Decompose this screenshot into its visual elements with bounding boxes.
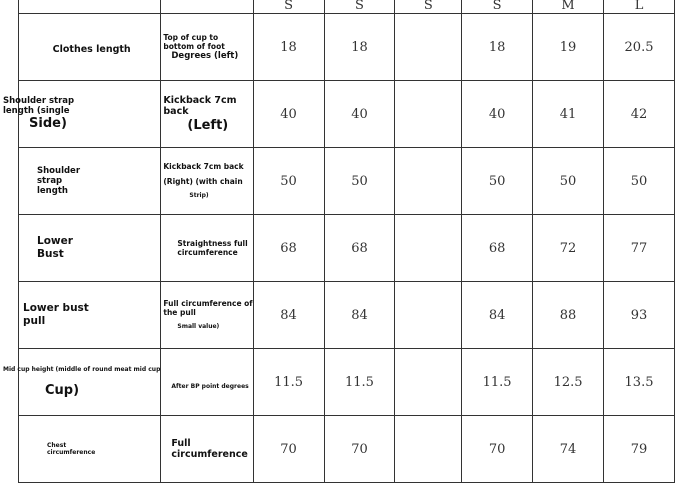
table-cell: 68	[253, 215, 324, 282]
size-header: M	[533, 0, 604, 14]
table-cell: 42	[604, 81, 675, 148]
label-line: Shoulder	[37, 165, 81, 176]
table-cell	[395, 349, 462, 416]
label-line: Cup)	[45, 382, 80, 398]
label-line: Chest	[47, 441, 67, 449]
label-line: length (single	[3, 106, 70, 117]
table-cell: 50	[604, 148, 675, 215]
table-cell	[395, 81, 462, 148]
table-cell: 40	[253, 81, 324, 148]
desc-line: circumference	[171, 449, 248, 460]
desc-line: Top of cup to	[163, 32, 219, 42]
row-description	[161, 148, 253, 215]
table-cell	[395, 416, 462, 483]
table-cell: 12.5	[533, 349, 604, 416]
table-cell	[395, 148, 462, 215]
size-header: S	[253, 0, 324, 14]
row-description	[161, 349, 253, 416]
table-cell: 72	[533, 215, 604, 282]
row-label	[19, 148, 161, 215]
table-cell: 84	[462, 282, 533, 349]
label-line: Bust	[37, 248, 64, 260]
table-cell: 13.5	[604, 349, 675, 416]
table-row	[19, 215, 675, 282]
row-description	[161, 416, 253, 483]
size-header: S	[462, 0, 533, 14]
table-cell	[395, 14, 462, 81]
table-cell: 41	[533, 81, 604, 148]
row-label	[3, 349, 161, 416]
table-cell: 11.5	[324, 349, 395, 416]
table-cell: 50	[324, 148, 395, 215]
size-header: S	[324, 0, 395, 14]
row-label	[19, 282, 161, 349]
desc-line: Kickback 7cm back	[163, 162, 244, 172]
table-cell: 84	[324, 282, 395, 349]
table-row	[19, 148, 675, 215]
table-cell: 79	[604, 416, 675, 483]
table-cell: 50	[533, 148, 604, 215]
table-cell: 40	[324, 81, 395, 148]
row-label	[19, 416, 161, 483]
table-cell	[395, 215, 462, 282]
table-row	[19, 81, 675, 148]
row-description	[161, 282, 253, 349]
table-cell	[395, 282, 462, 349]
label-line: Shoulder strap	[3, 96, 75, 107]
header-blank-2	[161, 0, 253, 14]
label-line: Lower bust	[23, 302, 89, 315]
size-chart-table	[3, 0, 675, 483]
table-row	[19, 282, 675, 349]
header-blank-1	[19, 0, 161, 14]
desc-line: Straightness full	[177, 239, 248, 248]
table-cell: 93	[604, 282, 675, 349]
table-cell: 74	[533, 416, 604, 483]
row-description	[161, 81, 253, 148]
table-cell: 68	[462, 215, 533, 282]
desc-line: bottom of foot	[163, 41, 225, 51]
table-cell: 70	[253, 416, 324, 483]
label-line: Lower	[37, 235, 73, 248]
size-header: S	[395, 0, 462, 14]
row-label	[3, 81, 161, 148]
row-label	[19, 14, 161, 81]
table-cell: 50	[462, 148, 533, 215]
desc-line: back	[163, 106, 189, 118]
table-cell: 19	[533, 14, 604, 81]
desc-line: After BP point degrees	[171, 383, 249, 391]
desc-line: Strip)	[189, 192, 209, 200]
desc-line: Full circumference of	[163, 299, 253, 309]
row-label-text: Clothes length	[52, 44, 131, 56]
table-cell: 84	[253, 282, 324, 349]
desc-line: circumference	[177, 248, 238, 257]
desc-line: Small value)	[177, 323, 220, 331]
table-cell: 77	[604, 215, 675, 282]
table-row	[19, 416, 675, 483]
row-label	[19, 215, 161, 282]
table-cell: 20.5	[604, 14, 675, 81]
desc-line: Degrees (left)	[171, 50, 239, 61]
row-description	[161, 215, 253, 282]
table-cell: 50	[253, 148, 324, 215]
size-header: L	[604, 0, 675, 14]
table-cell: 11.5	[462, 349, 533, 416]
desc-line: the pull	[163, 308, 196, 318]
table-cell: 18	[324, 14, 395, 81]
label-line: length	[37, 186, 68, 197]
table-cell: 70	[324, 416, 395, 483]
table-cell: 88	[533, 282, 604, 349]
desc-line: (Right) (with chain	[163, 177, 243, 187]
table-row	[19, 14, 675, 81]
desc-line: (Left)	[187, 117, 229, 133]
label-line: circumference	[47, 449, 96, 456]
table-cell: 11.5	[253, 349, 324, 416]
table-cell: 18	[253, 14, 324, 81]
row-description	[161, 14, 253, 81]
table-cell: 68	[324, 215, 395, 282]
table-row	[19, 349, 675, 416]
table-cell: 70	[462, 416, 533, 483]
desc-line: Kickback 7cm	[163, 94, 237, 106]
table-cell: 18	[462, 14, 533, 81]
header-row	[19, 0, 675, 14]
label-line: Mid cup height (middle of round meat mid cup	[3, 365, 161, 373]
label-line: pull	[23, 315, 46, 327]
desc-line: Full	[171, 437, 191, 449]
table-cell: 40	[462, 81, 533, 148]
label-line: Side)	[29, 116, 67, 132]
label-line: strap	[37, 175, 63, 186]
